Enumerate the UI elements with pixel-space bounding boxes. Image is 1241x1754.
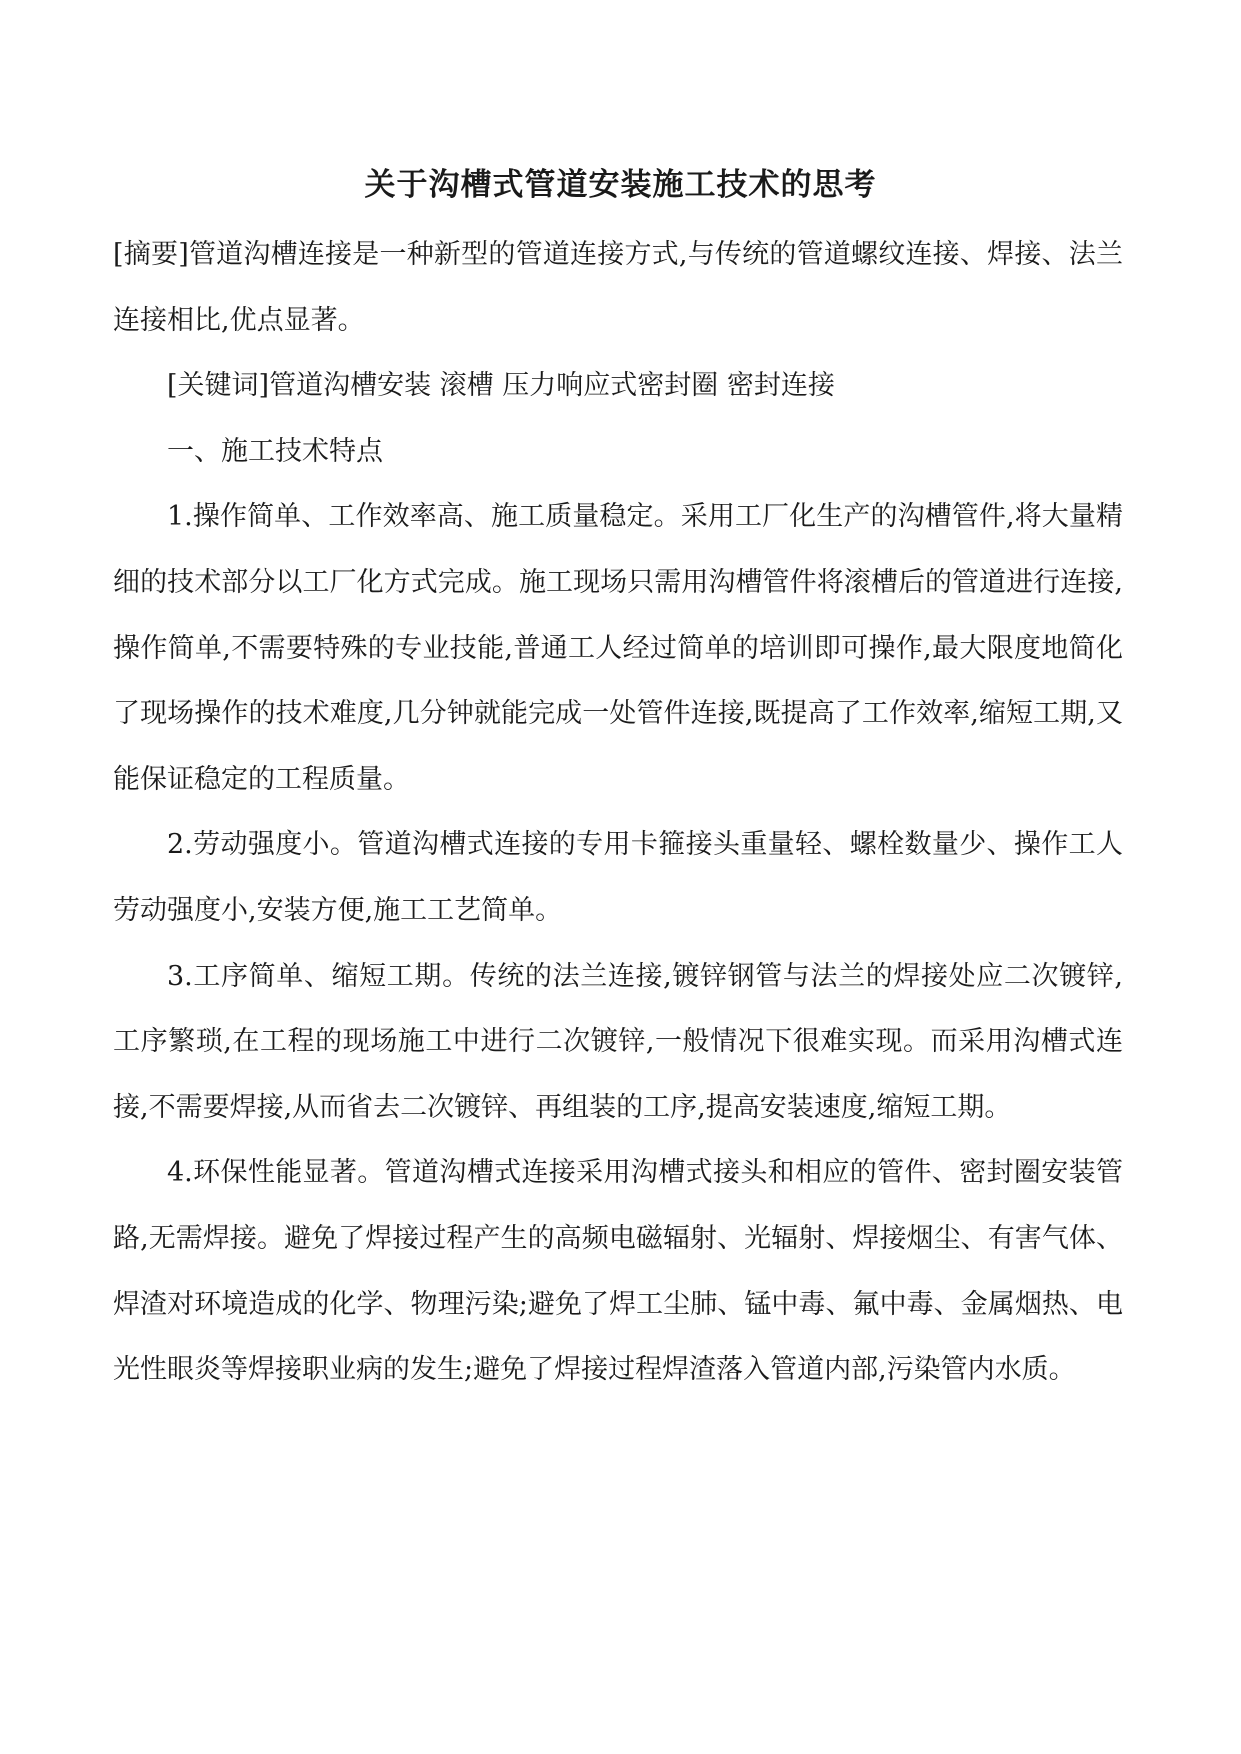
body-paragraph: 4.环保性能显著。管道沟槽式连接采用沟槽式接头和相应的管件、密封圈安装管路,无需焊接。避免了焊接过程产生的高频电磁辐射、光辐射、焊接烟尘、有害气体、焊渣对环境造成的化学、物理污染;避免了焊工尘肺、锰中毒、氟中毒、金属烟热、电光性眼炎等焊接职业病的发生;避免了焊接过程焊渣落入管道内部,污染管内水质。 xyxy=(113,1157,1123,1386)
document-body xyxy=(113,222,1123,1403)
abstract-paragraph: [摘要]管道沟槽连接是一种新型的管道连接方式,与传统的管道螺纹连接、焊接、法兰连接相比,优点显著。 xyxy=(113,239,1123,336)
body-paragraph: 1.操作简单、工作效率高、施工质量稳定。采用工厂化生产的沟槽管件,将大量精细的技术部分以工厂化方式完成。施工现场只需用沟槽管件将滚槽后的管道进行连接,操作简单,不需要特殊的专业技能,普通工人经过简单的培训即可操作,最大限度地简化了现场操作的技术难度,几分钟就能完成一处管件连接,既提高了工作效率,缩短工期,又能保证稳定的工程质量。 xyxy=(113,501,1123,795)
document-title: 关于沟槽式管道安装施工技术的思考 xyxy=(364,167,877,203)
body-paragraph: 2.劳动强度小。管道沟槽式连接的专用卡箍接头重量轻、螺栓数量少、操作工人劳动强度小,安装方便,施工工艺简单。 xyxy=(113,829,1123,926)
body-paragraph: 3.工序简单、缩短工期。传统的法兰连接,镀锌钢管与法兰的焊接处应二次镀锌,工序繁琐,在工程的现场施工中进行二次镀锌,一般情况下很难实现。而采用沟槽式连接,不需要焊接,从而省去二次镀锌、再组装的工序,提高安装速度,缩短工期。 xyxy=(113,960,1123,1123)
section-heading: 一、施工技术特点 xyxy=(167,435,383,467)
keywords-paragraph: [关键词]管道沟槽安装 滚槽 压力响应式密封圈 密封连接 xyxy=(167,370,835,402)
